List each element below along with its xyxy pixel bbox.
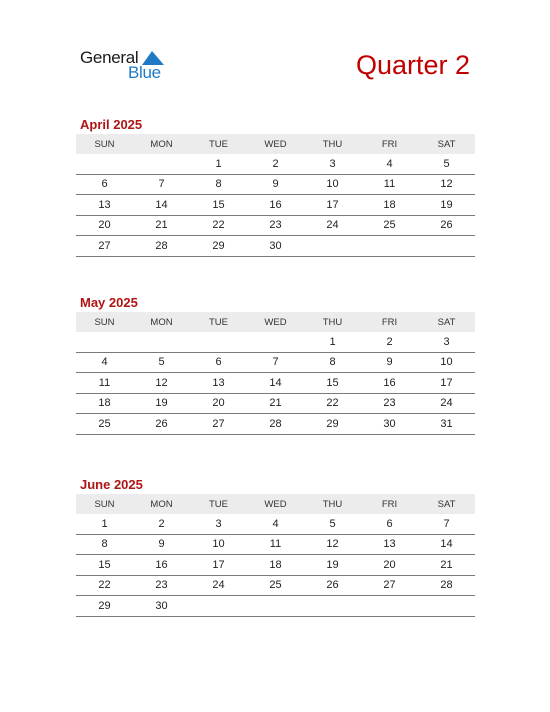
weekday-header: MON [133, 312, 190, 332]
weekday-header: SAT [418, 494, 475, 514]
day-cell: 12 [418, 174, 475, 195]
day-cell: 17 [304, 195, 361, 216]
weekday-header: WED [247, 312, 304, 332]
day-cell [190, 596, 247, 617]
day-cell: 14 [133, 195, 190, 216]
weekday-header-row [76, 494, 475, 514]
day-cell: 19 [133, 393, 190, 414]
weekday-header: THU [304, 494, 361, 514]
day-cell [190, 332, 247, 352]
month-may [76, 294, 475, 435]
day-cell: 25 [247, 575, 304, 596]
day-cell: 5 [418, 154, 475, 174]
day-cell: 14 [247, 373, 304, 394]
week-row [76, 332, 475, 352]
day-cell: 12 [133, 373, 190, 394]
day-cell: 9 [361, 352, 418, 373]
day-cell: 17 [190, 555, 247, 576]
day-cell: 21 [247, 393, 304, 414]
day-cell: 20 [76, 215, 133, 236]
day-cell: 15 [76, 555, 133, 576]
day-cell: 22 [190, 215, 247, 236]
day-cell: 30 [361, 414, 418, 435]
day-cell: 16 [247, 195, 304, 216]
day-cell: 15 [304, 373, 361, 394]
day-cell: 28 [418, 575, 475, 596]
day-cell: 29 [76, 596, 133, 617]
weekday-header: SUN [76, 494, 133, 514]
day-cell: 15 [190, 195, 247, 216]
day-cell: 18 [247, 555, 304, 576]
day-cell: 30 [133, 596, 190, 617]
month-calendar-table [76, 134, 475, 257]
day-cell: 3 [418, 332, 475, 352]
day-cell: 24 [304, 215, 361, 236]
day-cell: 7 [247, 352, 304, 373]
weekday-header: WED [247, 494, 304, 514]
day-cell: 6 [190, 352, 247, 373]
weekday-header: MON [133, 494, 190, 514]
week-row [76, 373, 475, 394]
weekday-header: THU [304, 134, 361, 154]
day-cell [304, 236, 361, 257]
day-cell: 9 [133, 534, 190, 555]
day-cell [133, 154, 190, 174]
month-calendar-table [76, 494, 475, 617]
day-cell: 10 [190, 534, 247, 555]
week-row [76, 215, 475, 236]
week-row [76, 174, 475, 195]
day-cell: 26 [133, 414, 190, 435]
logo-general-text: General [80, 48, 139, 67]
day-cell [361, 236, 418, 257]
day-cell: 5 [133, 352, 190, 373]
page-title: Quarter 2 [355, 50, 470, 80]
day-cell: 4 [76, 352, 133, 373]
day-cell: 29 [190, 236, 247, 257]
week-row [76, 195, 475, 216]
day-cell: 11 [361, 174, 418, 195]
day-cell: 14 [418, 534, 475, 555]
day-cell: 29 [304, 414, 361, 435]
month-title: June 2025 [80, 477, 143, 492]
day-cell [76, 332, 133, 352]
day-cell: 10 [418, 352, 475, 373]
day-cell: 4 [361, 154, 418, 174]
weekday-header: TUE [190, 312, 247, 332]
month-title: May 2025 [80, 295, 138, 310]
day-cell: 16 [361, 373, 418, 394]
month-title: April 2025 [80, 117, 143, 132]
day-cell: 9 [247, 174, 304, 195]
weekday-header: FRI [361, 134, 418, 154]
day-cell: 25 [361, 215, 418, 236]
day-cell: 23 [361, 393, 418, 414]
weekday-header: SAT [418, 134, 475, 154]
day-cell: 7 [418, 514, 475, 534]
day-cell: 22 [76, 575, 133, 596]
logo [80, 48, 180, 84]
day-cell [76, 154, 133, 174]
week-row [76, 393, 475, 414]
month-calendar-table [76, 312, 475, 435]
weekday-header: MON [133, 134, 190, 154]
day-cell [304, 596, 361, 617]
day-cell: 13 [76, 195, 133, 216]
day-cell: 8 [190, 174, 247, 195]
day-cell: 19 [418, 195, 475, 216]
day-cell: 2 [133, 514, 190, 534]
day-cell: 1 [190, 154, 247, 174]
day-cell: 17 [418, 373, 475, 394]
weekday-header: THU [304, 312, 361, 332]
day-cell: 13 [361, 534, 418, 555]
week-row [76, 154, 475, 174]
day-cell: 4 [247, 514, 304, 534]
day-cell [418, 596, 475, 617]
day-cell [133, 332, 190, 352]
day-cell: 24 [418, 393, 475, 414]
day-cell: 11 [76, 373, 133, 394]
week-row [76, 575, 475, 596]
day-cell: 18 [361, 195, 418, 216]
day-cell [247, 332, 304, 352]
day-cell: 2 [247, 154, 304, 174]
week-row [76, 352, 475, 373]
day-cell: 5 [304, 514, 361, 534]
day-cell: 16 [133, 555, 190, 576]
day-cell [361, 596, 418, 617]
day-cell [247, 596, 304, 617]
day-cell: 6 [361, 514, 418, 534]
week-row [76, 596, 475, 617]
day-cell: 26 [304, 575, 361, 596]
weekday-header: TUE [190, 494, 247, 514]
day-cell: 8 [76, 534, 133, 555]
day-cell: 24 [190, 575, 247, 596]
day-cell: 11 [247, 534, 304, 555]
day-cell: 18 [76, 393, 133, 414]
day-cell: 26 [418, 215, 475, 236]
weekday-header: FRI [361, 494, 418, 514]
day-cell: 28 [247, 414, 304, 435]
logo-blue-text: Blue [128, 63, 161, 82]
week-row [76, 514, 475, 534]
day-cell: 27 [190, 414, 247, 435]
day-cell [418, 236, 475, 257]
day-cell: 6 [76, 174, 133, 195]
day-cell: 8 [304, 352, 361, 373]
week-row [76, 414, 475, 435]
day-cell: 27 [361, 575, 418, 596]
day-cell: 20 [361, 555, 418, 576]
day-cell: 1 [304, 332, 361, 352]
day-cell: 21 [133, 215, 190, 236]
month-june [76, 476, 475, 617]
week-row [76, 555, 475, 576]
weekday-header: FRI [361, 312, 418, 332]
weekday-header: WED [247, 134, 304, 154]
day-cell: 31 [418, 414, 475, 435]
day-cell: 19 [304, 555, 361, 576]
day-cell: 3 [190, 514, 247, 534]
week-row [76, 534, 475, 555]
day-cell: 7 [133, 174, 190, 195]
day-cell: 20 [190, 393, 247, 414]
weekday-header: SUN [76, 312, 133, 332]
weekday-header-row [76, 134, 475, 154]
day-cell: 22 [304, 393, 361, 414]
day-cell: 2 [361, 332, 418, 352]
day-cell: 30 [247, 236, 304, 257]
weekday-header: TUE [190, 134, 247, 154]
month-april [76, 116, 475, 257]
weekday-header: SUN [76, 134, 133, 154]
day-cell: 1 [76, 514, 133, 534]
day-cell: 3 [304, 154, 361, 174]
day-cell: 23 [133, 575, 190, 596]
week-row [76, 236, 475, 257]
day-cell: 28 [133, 236, 190, 257]
day-cell: 10 [304, 174, 361, 195]
day-cell: 27 [76, 236, 133, 257]
day-cell: 21 [418, 555, 475, 576]
weekday-header: SAT [418, 312, 475, 332]
weekday-header-row [76, 312, 475, 332]
day-cell: 23 [247, 215, 304, 236]
day-cell: 12 [304, 534, 361, 555]
day-cell: 13 [190, 373, 247, 394]
day-cell: 25 [76, 414, 133, 435]
